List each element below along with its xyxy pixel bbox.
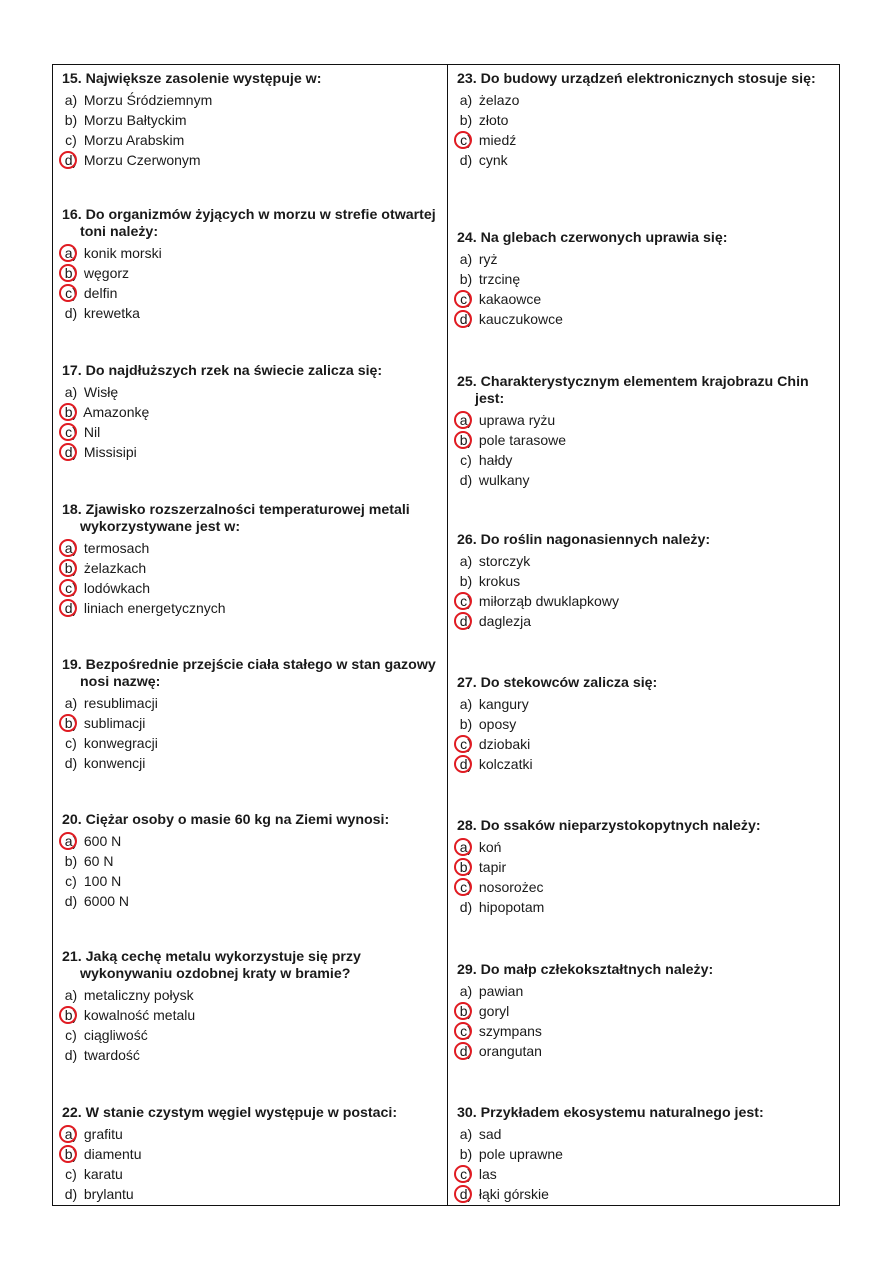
question-block	[457, 71, 835, 170]
option-marker: b)	[457, 857, 475, 877]
answer-option-circled	[62, 1124, 440, 1144]
option-marker: a)	[64, 384, 78, 400]
answer-option-circled	[457, 309, 835, 329]
option-text: kakaowce	[478, 291, 542, 307]
option-text: storczyk	[478, 553, 531, 569]
answer-option	[457, 249, 835, 269]
option-marker: d)	[62, 442, 80, 462]
option-marker: a)	[459, 1126, 473, 1142]
option-marker: c)	[62, 422, 80, 442]
answer-option-circled	[62, 402, 440, 422]
answer-option	[62, 851, 440, 871]
option-marker: a)	[457, 410, 475, 430]
option-text: ciągliwość	[83, 1027, 148, 1043]
option-text: oposy	[478, 716, 517, 732]
option-marker: b)	[64, 853, 78, 869]
option-marker: b)	[459, 271, 473, 287]
option-text: daglezja	[478, 613, 532, 629]
option-marker: a)	[62, 538, 80, 558]
answer-option-circled	[457, 734, 835, 754]
option-marker: a)	[459, 696, 473, 712]
answer-option-circled	[62, 578, 440, 598]
answer-option	[62, 90, 440, 110]
answer-option-circled	[457, 289, 835, 309]
option-marker: d)	[64, 893, 78, 909]
option-marker: c)	[65, 735, 77, 751]
answer-option	[62, 1164, 440, 1184]
option-text: twardość	[83, 1047, 140, 1063]
option-marker: b)	[64, 112, 78, 128]
option-text: hałdy	[478, 452, 513, 468]
answer-option	[457, 470, 835, 490]
option-text: krewetka	[83, 305, 140, 321]
question-text: 17. Do najdłuższych rzek na świecie zalicza się:	[62, 363, 383, 379]
option-text: złoto	[478, 112, 509, 128]
option-text: łąki górskie	[478, 1186, 549, 1202]
question-block	[62, 949, 440, 1065]
option-text: konik morski	[83, 245, 162, 261]
option-marker: d)	[62, 150, 80, 170]
option-marker: c)	[65, 1027, 77, 1043]
option-text: 60 N	[83, 853, 114, 869]
option-text: nosorożec	[478, 879, 544, 895]
option-marker: a)	[64, 92, 78, 108]
option-marker: a)	[459, 983, 473, 999]
question-text: 20. Ciężar osoby o masie 60 kg na Ziemi wynosi:	[62, 812, 390, 828]
answer-option-circled	[62, 150, 440, 170]
answer-option-circled	[62, 243, 440, 263]
option-text: lodówkach	[83, 580, 151, 596]
answer-option-circled	[457, 130, 835, 150]
option-marker: d)	[64, 305, 78, 321]
option-text: Morzu Arabskim	[83, 132, 185, 148]
option-text: 6000 N	[83, 893, 130, 909]
option-marker: a)	[62, 1124, 80, 1144]
question-block	[457, 230, 835, 329]
answer-option	[62, 1025, 440, 1045]
option-marker: c)	[65, 873, 77, 889]
answer-option-circled	[457, 591, 835, 611]
answer-option	[62, 130, 440, 150]
option-marker: d)	[62, 598, 80, 618]
answer-option	[62, 303, 440, 323]
question-block	[62, 812, 440, 911]
answer-option	[62, 693, 440, 713]
option-text: uprawa ryżu	[478, 412, 556, 428]
answer-option	[62, 1045, 440, 1065]
option-marker: b)	[62, 713, 80, 733]
option-marker: d)	[457, 309, 475, 329]
option-text: Missisipi	[83, 444, 137, 460]
answer-option	[457, 694, 835, 714]
answer-option	[457, 714, 835, 734]
option-text: miłorząb dwuklapkowy	[478, 593, 619, 609]
option-marker: b)	[459, 1146, 473, 1162]
option-text: koń	[478, 839, 502, 855]
answer-option	[457, 110, 835, 130]
question-text: 15. Największe zasolenie występuje w:	[62, 71, 322, 87]
answer-option-circled	[62, 442, 440, 462]
option-marker: d)	[457, 1184, 475, 1204]
question-block	[457, 374, 835, 490]
option-marker: c)	[457, 130, 475, 150]
question-block	[457, 962, 835, 1061]
answer-option-circled	[62, 283, 440, 303]
quiz-sheet	[52, 64, 840, 1206]
question-text: 21. Jaką cechę metalu wykorzystuje się przy wykonywaniu ozdobnej kraty w bramie?	[62, 949, 361, 982]
answer-option	[62, 1184, 440, 1204]
option-marker: d)	[457, 1041, 475, 1061]
question-text: 19. Bezpośrednie przejście ciała stałego w stan gazowy nosi nazwę:	[62, 657, 436, 690]
option-text: szympans	[478, 1023, 542, 1039]
question-block	[62, 363, 440, 462]
option-marker: c)	[62, 283, 80, 303]
option-marker: b)	[459, 716, 473, 732]
question-block	[62, 1105, 440, 1204]
option-marker: d)	[459, 472, 473, 488]
option-text: kolczatki	[478, 756, 533, 772]
option-text: hipopotam	[478, 899, 545, 915]
option-marker: b)	[459, 112, 473, 128]
answer-option	[457, 981, 835, 1001]
answer-option-circled	[62, 598, 440, 618]
option-marker: a)	[459, 92, 473, 108]
answer-option-circled	[62, 1144, 440, 1164]
option-marker: d)	[457, 754, 475, 774]
option-marker: c)	[62, 578, 80, 598]
question-block	[62, 657, 440, 773]
option-marker: c)	[457, 734, 475, 754]
answer-option	[457, 450, 835, 470]
option-text: pole uprawne	[478, 1146, 563, 1162]
option-text: kangury	[478, 696, 529, 712]
option-text: 600 N	[83, 833, 122, 849]
option-text: miedź	[478, 132, 517, 148]
option-text: krokus	[478, 573, 521, 589]
question-text: 29. Do małp człekokształtnych należy:	[457, 962, 714, 978]
option-marker: b)	[457, 430, 475, 450]
option-text: węgorz	[83, 265, 130, 281]
option-text: Morzu Czerwonym	[83, 152, 201, 168]
option-marker: c)	[460, 452, 472, 468]
question-text: 30. Przykładem ekosystemu naturalnego jest:	[457, 1105, 764, 1121]
answer-option-circled	[62, 1005, 440, 1025]
question-block	[457, 818, 835, 917]
option-marker: b)	[62, 1005, 80, 1025]
answer-option-circled	[457, 1164, 835, 1184]
option-marker: b)	[62, 402, 80, 422]
option-text: żelazo	[478, 92, 520, 108]
option-text: goryl	[478, 1003, 510, 1019]
option-text: kauczukowce	[478, 311, 563, 327]
option-marker: b)	[62, 263, 80, 283]
option-marker: b)	[62, 558, 80, 578]
option-text: resublimacji	[83, 695, 158, 711]
option-marker: b)	[62, 1144, 80, 1164]
option-text: konwencji	[83, 755, 146, 771]
option-marker: a)	[64, 987, 78, 1003]
answer-option-circled	[457, 877, 835, 897]
answer-option	[62, 110, 440, 130]
option-marker: d)	[459, 899, 473, 915]
option-marker: c)	[457, 1164, 475, 1184]
question-block	[62, 502, 440, 618]
option-text: kowalność metalu	[83, 1007, 196, 1023]
question-text: 22. W stanie czystym węgiel występuje w postaci:	[62, 1105, 398, 1121]
option-text: diamentu	[83, 1146, 142, 1162]
option-text: dziobaki	[478, 736, 531, 752]
option-marker: d)	[64, 755, 78, 771]
option-marker: a)	[459, 251, 473, 267]
option-marker: c)	[65, 1166, 77, 1182]
answer-option	[457, 1124, 835, 1144]
option-text: metaliczny połysk	[83, 987, 194, 1003]
answer-option-circled	[457, 1001, 835, 1021]
option-text: karatu	[83, 1166, 123, 1182]
option-marker: c)	[457, 289, 475, 309]
option-text: termosach	[83, 540, 150, 556]
option-marker: a)	[459, 553, 473, 569]
answer-option-circled	[62, 558, 440, 578]
option-text: konwegracji	[83, 735, 158, 751]
option-text: pawian	[478, 983, 524, 999]
answer-option-circled	[62, 538, 440, 558]
option-text: Morzu Śródziemnym	[83, 92, 213, 108]
option-text: pole tarasowe	[478, 432, 567, 448]
answer-option	[457, 571, 835, 591]
answer-option	[62, 985, 440, 1005]
option-text: Morzu Bałtyckim	[83, 112, 187, 128]
answer-option	[457, 897, 835, 917]
question-block	[457, 675, 835, 774]
option-marker: d)	[64, 1047, 78, 1063]
answer-option-circled	[457, 837, 835, 857]
answer-option	[62, 753, 440, 773]
option-text: trzcinę	[478, 271, 521, 287]
option-text: Nil	[83, 424, 101, 440]
option-text: delfin	[83, 285, 118, 301]
question-text: 26. Do roślin nagonasiennych należy:	[457, 532, 711, 548]
answer-option-circled	[457, 857, 835, 877]
answer-option	[62, 891, 440, 911]
question-block	[457, 532, 835, 631]
option-marker: d)	[457, 611, 475, 631]
option-text: liniach energetycznych	[83, 600, 226, 616]
option-text: grafitu	[83, 1126, 123, 1142]
question-text: 28. Do ssaków nieparzystokopytnych należy:	[457, 818, 761, 834]
answer-option-circled	[457, 1041, 835, 1061]
option-text: tapir	[478, 859, 507, 875]
option-text: orangutan	[478, 1043, 542, 1059]
option-marker: c)	[457, 877, 475, 897]
option-marker: a)	[62, 831, 80, 851]
answer-option-circled	[457, 430, 835, 450]
answer-option-circled	[62, 263, 440, 283]
question-text: 27. Do stekowców zalicza się:	[457, 675, 658, 691]
option-marker: c)	[457, 1021, 475, 1041]
option-text: brylantu	[83, 1186, 134, 1202]
option-marker: b)	[457, 1001, 475, 1021]
question-block	[62, 207, 440, 323]
option-text: sublimacji	[83, 715, 146, 731]
option-text: żelazkach	[83, 560, 147, 576]
option-text: Amazonkę	[83, 404, 150, 420]
question-block	[62, 71, 440, 170]
answer-option-circled	[457, 611, 835, 631]
option-marker: b)	[459, 573, 473, 589]
answer-option-circled	[62, 422, 440, 442]
question-text: 24. Na glebach czerwonych uprawia się:	[457, 230, 728, 246]
option-text: 100 N	[83, 873, 122, 889]
question-text: 18. Zjawisko rozszerzalności temperaturowej metali wykorzystywane jest w:	[62, 502, 410, 535]
option-text: cynk	[478, 152, 508, 168]
option-marker: a)	[457, 837, 475, 857]
question-text: 25. Charakterystycznym elementem krajobrazu Chin jest:	[457, 374, 809, 407]
option-marker: d)	[64, 1186, 78, 1202]
answer-option	[457, 551, 835, 571]
answer-option	[457, 90, 835, 110]
answer-option	[457, 150, 835, 170]
question-block	[457, 1105, 835, 1204]
answer-option	[457, 269, 835, 289]
option-marker: c)	[457, 591, 475, 611]
option-marker: c)	[65, 132, 77, 148]
option-text: sad	[478, 1126, 502, 1142]
answer-option-circled	[457, 1184, 835, 1204]
answer-option	[62, 871, 440, 891]
answer-option-circled	[457, 410, 835, 430]
answer-option	[457, 1144, 835, 1164]
answer-option	[62, 382, 440, 402]
question-text: 16. Do organizmów żyjących w morzu w strefie otwartej toni należy:	[62, 207, 436, 240]
option-text: wulkany	[478, 472, 530, 488]
answer-option	[62, 733, 440, 753]
answer-option-circled	[62, 713, 440, 733]
option-text: Wisłę	[83, 384, 119, 400]
option-text: ryż	[478, 251, 498, 267]
column-divider	[447, 65, 448, 1205]
answer-option-circled	[457, 1021, 835, 1041]
question-text: 23. Do budowy urządzeń elektronicznych stosuje się:	[457, 71, 816, 87]
option-text: las	[478, 1166, 497, 1182]
option-marker: d)	[459, 152, 473, 168]
option-marker: a)	[64, 695, 78, 711]
answer-option-circled	[62, 831, 440, 851]
answer-option-circled	[457, 754, 835, 774]
option-marker: a)	[62, 243, 80, 263]
